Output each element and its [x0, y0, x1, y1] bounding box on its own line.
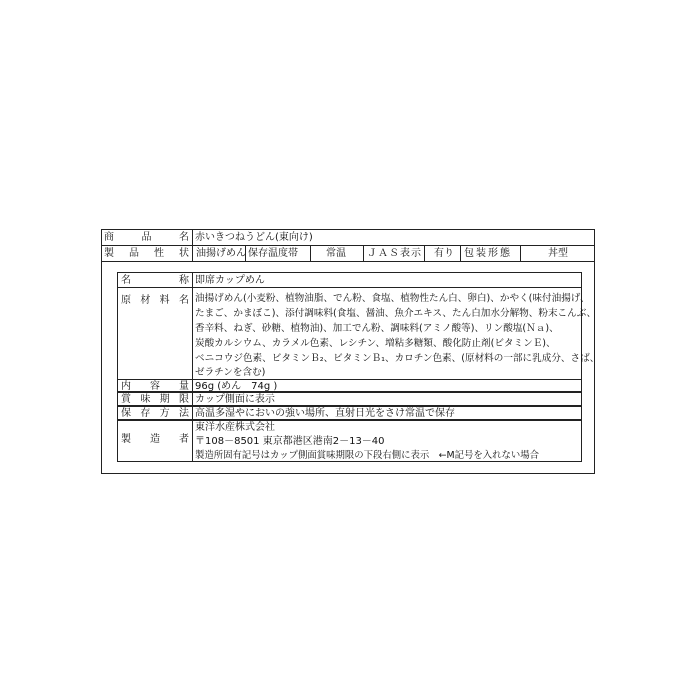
maker-line: 東洋水産株式会社 — [195, 422, 275, 433]
storage-temp-label: 保存温度帯 — [248, 248, 298, 259]
col-divider — [192, 229, 193, 245]
col-divider — [363, 245, 364, 261]
row-divider — [101, 261, 595, 262]
ingredients-line: 炭酸カルシウム、カラメル色素、レシチン、増粘多糖類、酸化防止剤(ビタミンＥ)、 — [195, 338, 556, 349]
ingredients-line: たまご、かまぼこ)、添付調味料(食塩、醤油、魚介エキス、たん白加水分解物、粉末こんぶ、 — [195, 308, 597, 319]
storage-label: 保 存 方 法 — [121, 408, 189, 419]
ingredients-line: ベニコウジ色素、ビタミンＢ₂、ビタミンＢ₁、カロチン色素、(原材料の一部に乳成分、さば、 — [195, 353, 600, 364]
product-type-value: 油揚げめん — [196, 248, 246, 259]
package-label: 包装形態 — [464, 248, 512, 259]
jas-value: 有り — [434, 248, 454, 259]
col-divider — [460, 245, 461, 261]
storage-value: 高温多湿やにおいの強い場所、直射日光をさけ常温で保存 — [195, 408, 455, 419]
content-value: 96g (めん 74g ) — [195, 381, 278, 392]
maker-line: 製造所固有記号はカップ側面賞味期限の下段右側に表示 ←M記号を入れない場合 — [195, 450, 539, 461]
best-before-label: 賞 味 期 限 — [121, 394, 189, 405]
maker-line: 〒108－8501 東京都港区港南2－13－40 — [195, 436, 385, 447]
best-before-value: カップ側面に表示 — [195, 394, 275, 405]
storage-temp-value: 常温 — [326, 248, 346, 259]
row-divider — [117, 287, 582, 288]
product-type-label: 製 品 性 状 — [104, 248, 189, 259]
package-value: 丼型 — [548, 248, 568, 259]
name-label: 名 称 — [121, 275, 189, 286]
col-divider — [520, 245, 521, 261]
content-label: 内 容 量 — [121, 381, 189, 392]
label-col-divider — [192, 272, 193, 462]
product-name-value: 赤いきつねうどん(東向け) — [195, 232, 313, 243]
ingredients-label: 原 材 料 名 — [121, 295, 189, 306]
ingredients-line: ゼラチンを含む) — [195, 367, 266, 378]
col-divider — [192, 245, 193, 261]
col-divider — [310, 245, 311, 261]
col-divider — [424, 245, 425, 261]
product-name-label: 商 品 名 — [104, 232, 189, 243]
maker-label: 製 造 者 — [121, 434, 189, 445]
jas-label: ＪＡＳ表示 — [367, 248, 422, 259]
ingredients-line: 香辛料、ねぎ、砂糖、植物油)、加工でん粉、調味料(アミノ酸等)、リン酸塩(Ｎａ)、 — [195, 323, 559, 334]
ingredients-line: 油揚げめん(小麦粉、植物油脂、でん粉、食塩、植物性たん白、卵白)、かやく(味付油揚げ、 — [195, 293, 590, 304]
name-value: 即席カップめん — [195, 275, 265, 286]
